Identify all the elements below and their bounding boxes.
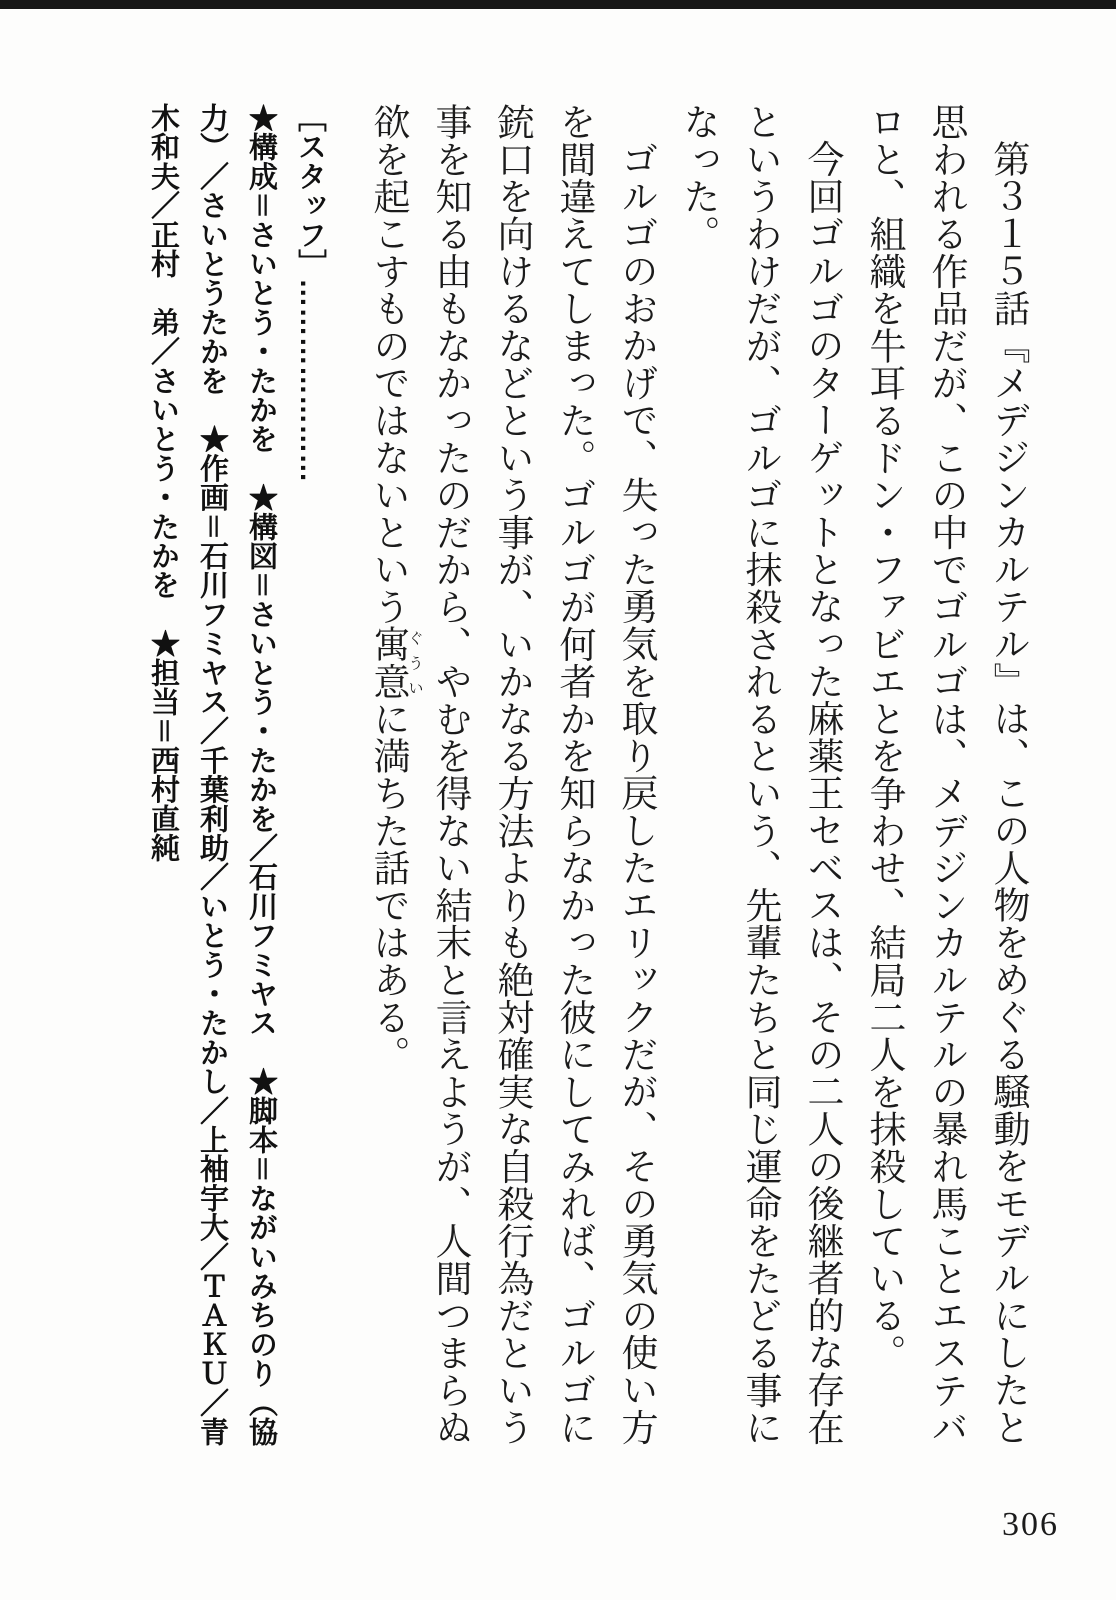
page-number: 306 xyxy=(1002,1506,1059,1543)
essay-paragraph-3 xyxy=(356,103,666,1453)
page-top-rule xyxy=(0,0,1116,9)
furigana-base: 寓意 xyxy=(367,625,408,700)
staff-heading-line xyxy=(285,103,334,1453)
staff-heading: ［スタッフ］ xyxy=(294,103,326,279)
essay-paragraph-3-tail: に満ちた話ではある。 xyxy=(367,699,408,1073)
furigana-reading: ぐうい xyxy=(406,625,423,700)
essay-paragraph-1: 第３１５話『メデジンカルテル』は、この人物をめぐる騒動をモデルにしたと思われる作品だが、この中でゴルゴは、メデジンカルテルの暴れ馬ことエステバロと、組織を牛耳るドン・ファビエとを争わせ、結局二人を抹殺している。 xyxy=(863,103,1028,1446)
staff-block xyxy=(138,103,334,1453)
episode-commentary xyxy=(356,103,1038,1453)
essay-paragraph-3-text: ゴルゴのおかげで、失った勇気を取り戻したエリックだが、その勇気の使い方を間違えてしまった。ゴルゴが何者かを知らなかった彼にしてみれば、ゴルゴに銃口を向けるなどという事が、いかなる方法よりも絶対確実な自殺行為だという事を知る由もなかったのだから、やむを得ない結末と言えようが、人間つまらぬ欲を起こすものではないという xyxy=(367,103,656,1446)
staff-dotted-leader: ………………… xyxy=(294,278,326,483)
article-body xyxy=(138,103,1038,1453)
furigana-term xyxy=(367,625,423,700)
essay-paragraph-2: 今回ゴルゴのターゲットとなった麻薬王セベスは、その二人の後継者的な存在というわけだが、ゴルゴに抹殺されるという、先輩たちと同じ運命をたどる事になった。 xyxy=(677,103,842,1446)
staff-credits: ★構成＝さいとう・たかを ★構図＝さいとう・たかを／石川フミヤス ★脚本＝ながいみちのり（協力）／さいとうたかを ★作画＝石川フミヤス／千葉利助／いとう・たかし／上袖宇大／ＴＡＫＵ／青木和夫／正村 弟／さいとう・たかを ★担当＝西村直純 xyxy=(147,103,277,1447)
